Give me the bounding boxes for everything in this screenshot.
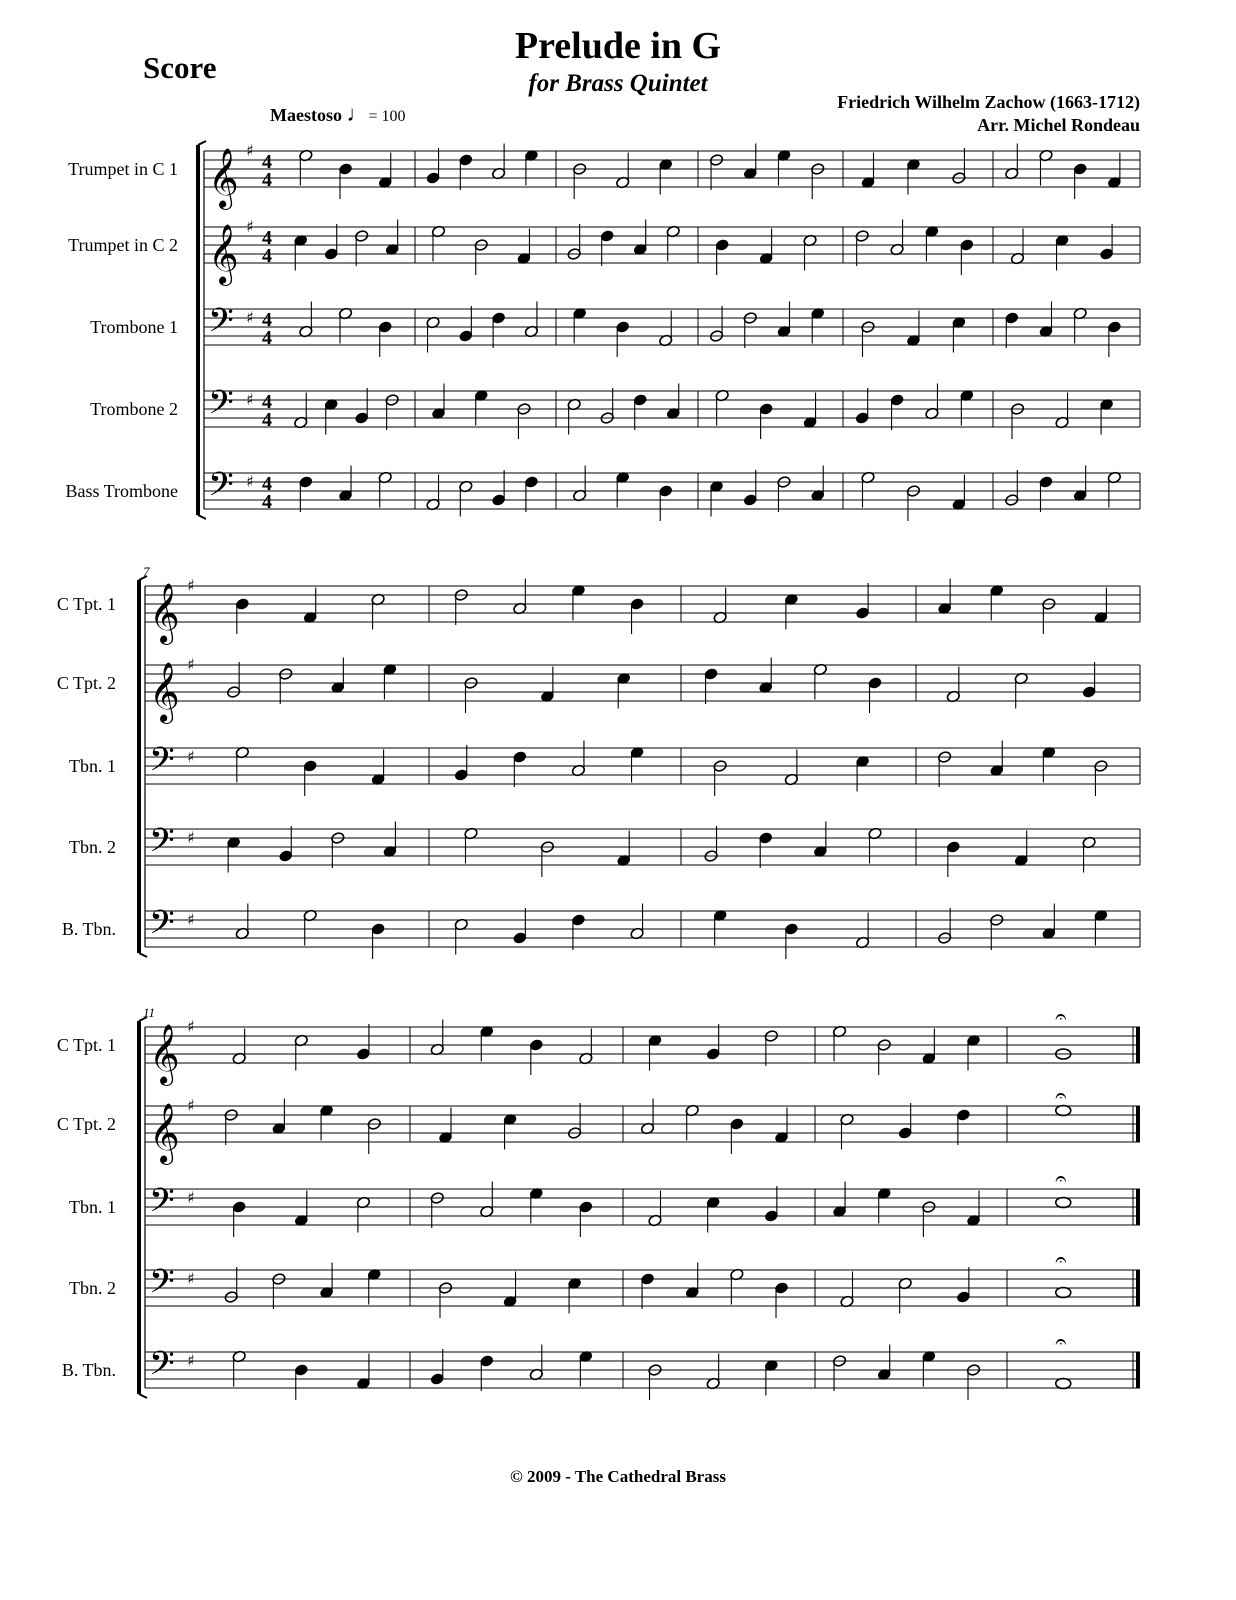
bass-clef-icon: 𝄢 bbox=[208, 302, 234, 348]
instrument-label: B. Tbn. bbox=[61, 919, 116, 939]
key-sharp-icon: ♯ bbox=[187, 1188, 195, 1207]
instrument-label: C Tpt. 2 bbox=[56, 1114, 116, 1134]
instrument-label: C Tpt. 1 bbox=[56, 1035, 116, 1055]
instrument-label: Tbn. 2 bbox=[69, 1278, 116, 1298]
instrument-label: Tbn. 1 bbox=[69, 756, 116, 776]
final-barline-thick bbox=[1136, 1270, 1140, 1306]
notehead bbox=[1056, 1288, 1071, 1298]
key-sharp-icon: ♯ bbox=[187, 747, 195, 766]
instrument-label: Tbn. 1 bbox=[69, 1197, 116, 1217]
treble-clef-icon: 𝄞 bbox=[208, 148, 239, 208]
key-sharp-icon: ♯ bbox=[187, 828, 195, 847]
bass-clef-icon: 𝄢 bbox=[149, 1182, 175, 1228]
instrument-label: Bass Trombone bbox=[65, 481, 178, 501]
quarter-note-icon: ♩ bbox=[346, 101, 369, 126]
arranger-credit: Arr. Michel Rondeau bbox=[977, 115, 1140, 135]
composer-credit: Friedrich Wilhelm Zachow (1663-1712) bbox=[837, 92, 1140, 112]
fermata-icon: 𝄐 bbox=[1055, 1166, 1067, 1190]
instrument-label: Trumpet in C 1 bbox=[68, 159, 178, 179]
treble-clef-icon: 𝄞 bbox=[208, 224, 239, 284]
notehead bbox=[1056, 1106, 1071, 1116]
instrument-label: C Tpt. 1 bbox=[56, 594, 116, 614]
bass-clef-icon: 𝄢 bbox=[149, 1263, 175, 1309]
bracket-hook-bottom bbox=[139, 1394, 147, 1398]
time-signature-bottom: 4 bbox=[262, 169, 272, 191]
final-barline-thick bbox=[1136, 1189, 1140, 1225]
key-sharp-icon: ♯ bbox=[187, 910, 195, 929]
notehead bbox=[1056, 1379, 1071, 1389]
instrument-label: B. Tbn. bbox=[61, 1360, 116, 1380]
key-sharp-icon: ♯ bbox=[246, 390, 254, 409]
tempo-word: Maestoso bbox=[270, 105, 342, 125]
time-signature-bottom: 4 bbox=[262, 491, 272, 513]
key-sharp-icon: ♯ bbox=[246, 141, 254, 160]
key-sharp-icon: ♯ bbox=[246, 308, 254, 327]
bass-clef-icon: 𝄢 bbox=[208, 384, 234, 430]
bass-clef-icon: 𝄢 bbox=[149, 741, 175, 787]
instrument-label: Trombone 2 bbox=[90, 399, 178, 419]
subtitle: for Brass Quintet bbox=[528, 70, 708, 97]
notehead bbox=[1056, 1198, 1071, 1208]
time-signature-top: 4 bbox=[262, 309, 272, 331]
key-sharp-icon: ♯ bbox=[187, 655, 195, 674]
tempo-value: = 100 bbox=[368, 108, 406, 125]
key-sharp-icon: ♯ bbox=[246, 217, 254, 236]
fermata-icon: 𝄐 bbox=[1055, 1247, 1067, 1271]
time-signature-top: 4 bbox=[262, 473, 272, 495]
time-signature-bottom: 4 bbox=[262, 245, 272, 267]
final-barline-thick bbox=[1136, 1027, 1140, 1063]
final-barline-thick bbox=[1136, 1352, 1140, 1388]
page-title: Prelude in G bbox=[514, 25, 722, 67]
fermata-icon: 𝄐 bbox=[1055, 1083, 1067, 1107]
treble-clef-icon: 𝄞 bbox=[149, 583, 180, 643]
fermata-icon: 𝄐 bbox=[1055, 1004, 1067, 1028]
key-sharp-icon: ♯ bbox=[187, 1096, 195, 1115]
time-signature-bottom: 4 bbox=[262, 327, 272, 349]
bracket-hook-bottom bbox=[198, 515, 206, 519]
time-signature-top: 4 bbox=[262, 151, 272, 173]
key-sharp-icon: ♯ bbox=[187, 576, 195, 595]
instrument-label: Trombone 1 bbox=[90, 317, 178, 337]
fermata-icon: 𝄐 bbox=[1055, 1329, 1067, 1353]
bracket-hook-top bbox=[198, 141, 206, 145]
measure-number: 11 bbox=[143, 1005, 156, 1020]
instrument-label: C Tpt. 2 bbox=[56, 673, 116, 693]
bass-clef-icon: 𝄢 bbox=[149, 1345, 175, 1391]
treble-clef-icon: 𝄞 bbox=[149, 1103, 180, 1163]
bass-clef-icon: 𝄢 bbox=[149, 904, 175, 950]
time-signature-top: 4 bbox=[262, 227, 272, 249]
time-signature-bottom: 4 bbox=[262, 409, 272, 431]
bass-clef-icon: 𝄢 bbox=[208, 466, 234, 512]
copyright-notice: © 2009 - The Cathedral Brass bbox=[510, 1467, 726, 1486]
instrument-label: Trumpet in C 2 bbox=[68, 235, 178, 255]
measure-number: 7 bbox=[143, 564, 150, 579]
bass-clef-icon: 𝄢 bbox=[149, 822, 175, 868]
score-label: Score bbox=[143, 50, 217, 85]
treble-clef-icon: 𝄞 bbox=[149, 662, 180, 722]
instrument-label: Tbn. 2 bbox=[69, 837, 116, 857]
key-sharp-icon: ♯ bbox=[246, 472, 254, 491]
bracket-hook-bottom bbox=[139, 953, 147, 957]
time-signature-top: 4 bbox=[262, 391, 272, 413]
final-barline-thick bbox=[1136, 1106, 1140, 1142]
key-sharp-icon: ♯ bbox=[187, 1017, 195, 1036]
key-sharp-icon: ♯ bbox=[187, 1351, 195, 1370]
key-sharp-icon: ♯ bbox=[187, 1269, 195, 1288]
treble-clef-icon: 𝄞 bbox=[149, 1024, 180, 1084]
